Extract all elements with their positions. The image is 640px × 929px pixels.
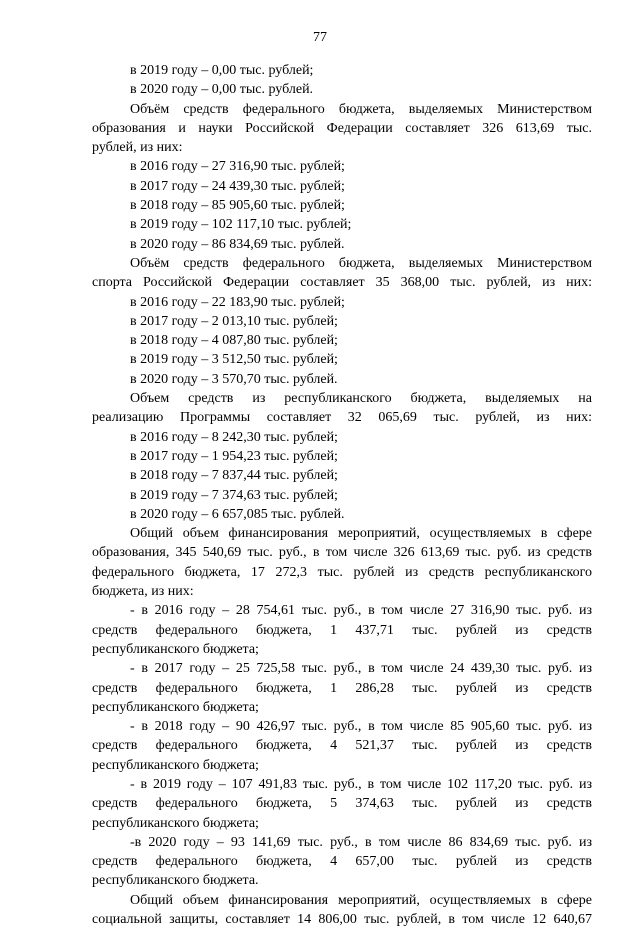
text-line: Общий объем финансирования мероприятий, осуществляемых в сфере [130,892,592,908]
text-line: в 2017 году – 24 439,30 тыс. рублей; [130,178,345,194]
text-line: средств федерального бюджета, 1 286,28 тыс. рублей из средств [92,680,592,696]
text-line: в 2016 году – 27 316,90 тыс. рублей; [130,159,345,175]
text-line: в 2018 году – 85 905,60 тыс. рублей; [130,198,345,214]
text-line: рублей, из них: [92,140,183,156]
text-line: Объём средств федерального бюджета, выделяемых Министерством [130,255,592,271]
text-line: в 2016 году – 22 183,90 тыс. рублей; [130,294,345,310]
text-line: в 2020 году – 0,00 тыс. рублей. [130,82,314,98]
text-line: в 2018 году – 4 087,80 тыс. рублей; [130,333,338,349]
text-line: средств федерального бюджета, 4 521,37 тыс. рублей из средств [92,738,592,754]
text-line: образования, 345 540,69 тыс. руб., в том числе 326 613,69 тыс. руб. из средств [92,545,592,561]
text-line: образования и науки Российской Федерации составляет 326 613,69 тыс. [92,120,592,136]
text-line: республиканского бюджета. [92,873,259,889]
text-line: в 2019 году – 3 512,50 тыс. рублей; [130,352,338,368]
text-line: в 2018 году – 7 837,44 тыс. рублей; [130,468,338,484]
text-line: в 2017 году – 2 013,10 тыс. рублей; [130,313,338,329]
text-line: реализацию Программы составляет 32 065,69 тыс. рублей, из них: [92,410,592,426]
text-line: бюджета, из них: [92,584,194,600]
text-line: средств федерального бюджета, 5 374,63 тыс. рублей из средств [92,796,592,812]
text-line: Объём средств федерального бюджета, выделяемых Министерством [130,101,592,117]
text-line: средств федерального бюджета, 1 437,71 тыс. рублей из средств [92,622,592,638]
text-line: - в 2017 году – 25 725,58 тыс. руб., в том числе 24 439,30 тыс. руб. из [130,661,592,677]
page-number: 77 [313,30,327,45]
text-line: республиканского бюджета; [92,641,259,657]
text-line: в 2019 году – 0,00 тыс. рублей; [130,63,314,78]
text-line: Общий объем финансирования мероприятий, осуществляемых в сфере [130,526,592,542]
text-line: республиканского бюджета; [92,757,259,773]
text-line: - в 2016 году – 28 754,61 тыс. руб., в том числе 27 316,90 тыс. руб. из [130,603,592,619]
text-line: республиканского бюджета; [92,815,259,831]
text-line: в 2017 году – 1 954,23 тыс. рублей; [130,448,338,464]
text-line: средств федерального бюджета, 4 657,00 тыс. рублей из средств [92,854,592,870]
text-line: федерального бюджета, 17 272,3 тыс. рублей из средств республиканского [92,564,592,580]
text-line: в 2016 году – 8 242,30 тыс. рублей; [130,429,338,445]
text-line: в 2019 году – 7 374,63 тыс. рублей; [130,487,338,503]
text-line: - в 2019 году – 107 491,83 тыс. руб., в том числе 102 117,20 тыс. руб. из [130,776,592,792]
document-body [92,61,592,929]
text-line: в 2019 году – 102 117,10 тыс. рублей; [130,217,352,233]
text-line: спорта Российской Федерации составляет 35 368,00 тыс. рублей, из них: [92,275,592,291]
text-line: в 2020 году – 6 657,085 тыс. рублей. [130,506,345,522]
text-line: в 2020 году – 86 834,69 тыс. рублей. [130,236,345,252]
text-line: республиканского бюджета; [92,699,259,715]
text-line: социальной защиты, составляет 14 806,00 тыс. рублей, в том числе 12 640,67 [92,912,592,928]
text-line: Объем средств из республиканского бюджета, выделяемых на [130,391,592,407]
text-line: -в 2020 году – 93 141,69 тыс. руб., в том числе 86 834,69 тыс. руб. из [130,834,592,850]
text-line: - в 2018 году – 90 426,97 тыс. руб., в том числе 85 905,60 тыс. руб. из [130,719,592,735]
text-line: в 2020 году – 3 570,70 тыс. рублей. [130,371,338,387]
